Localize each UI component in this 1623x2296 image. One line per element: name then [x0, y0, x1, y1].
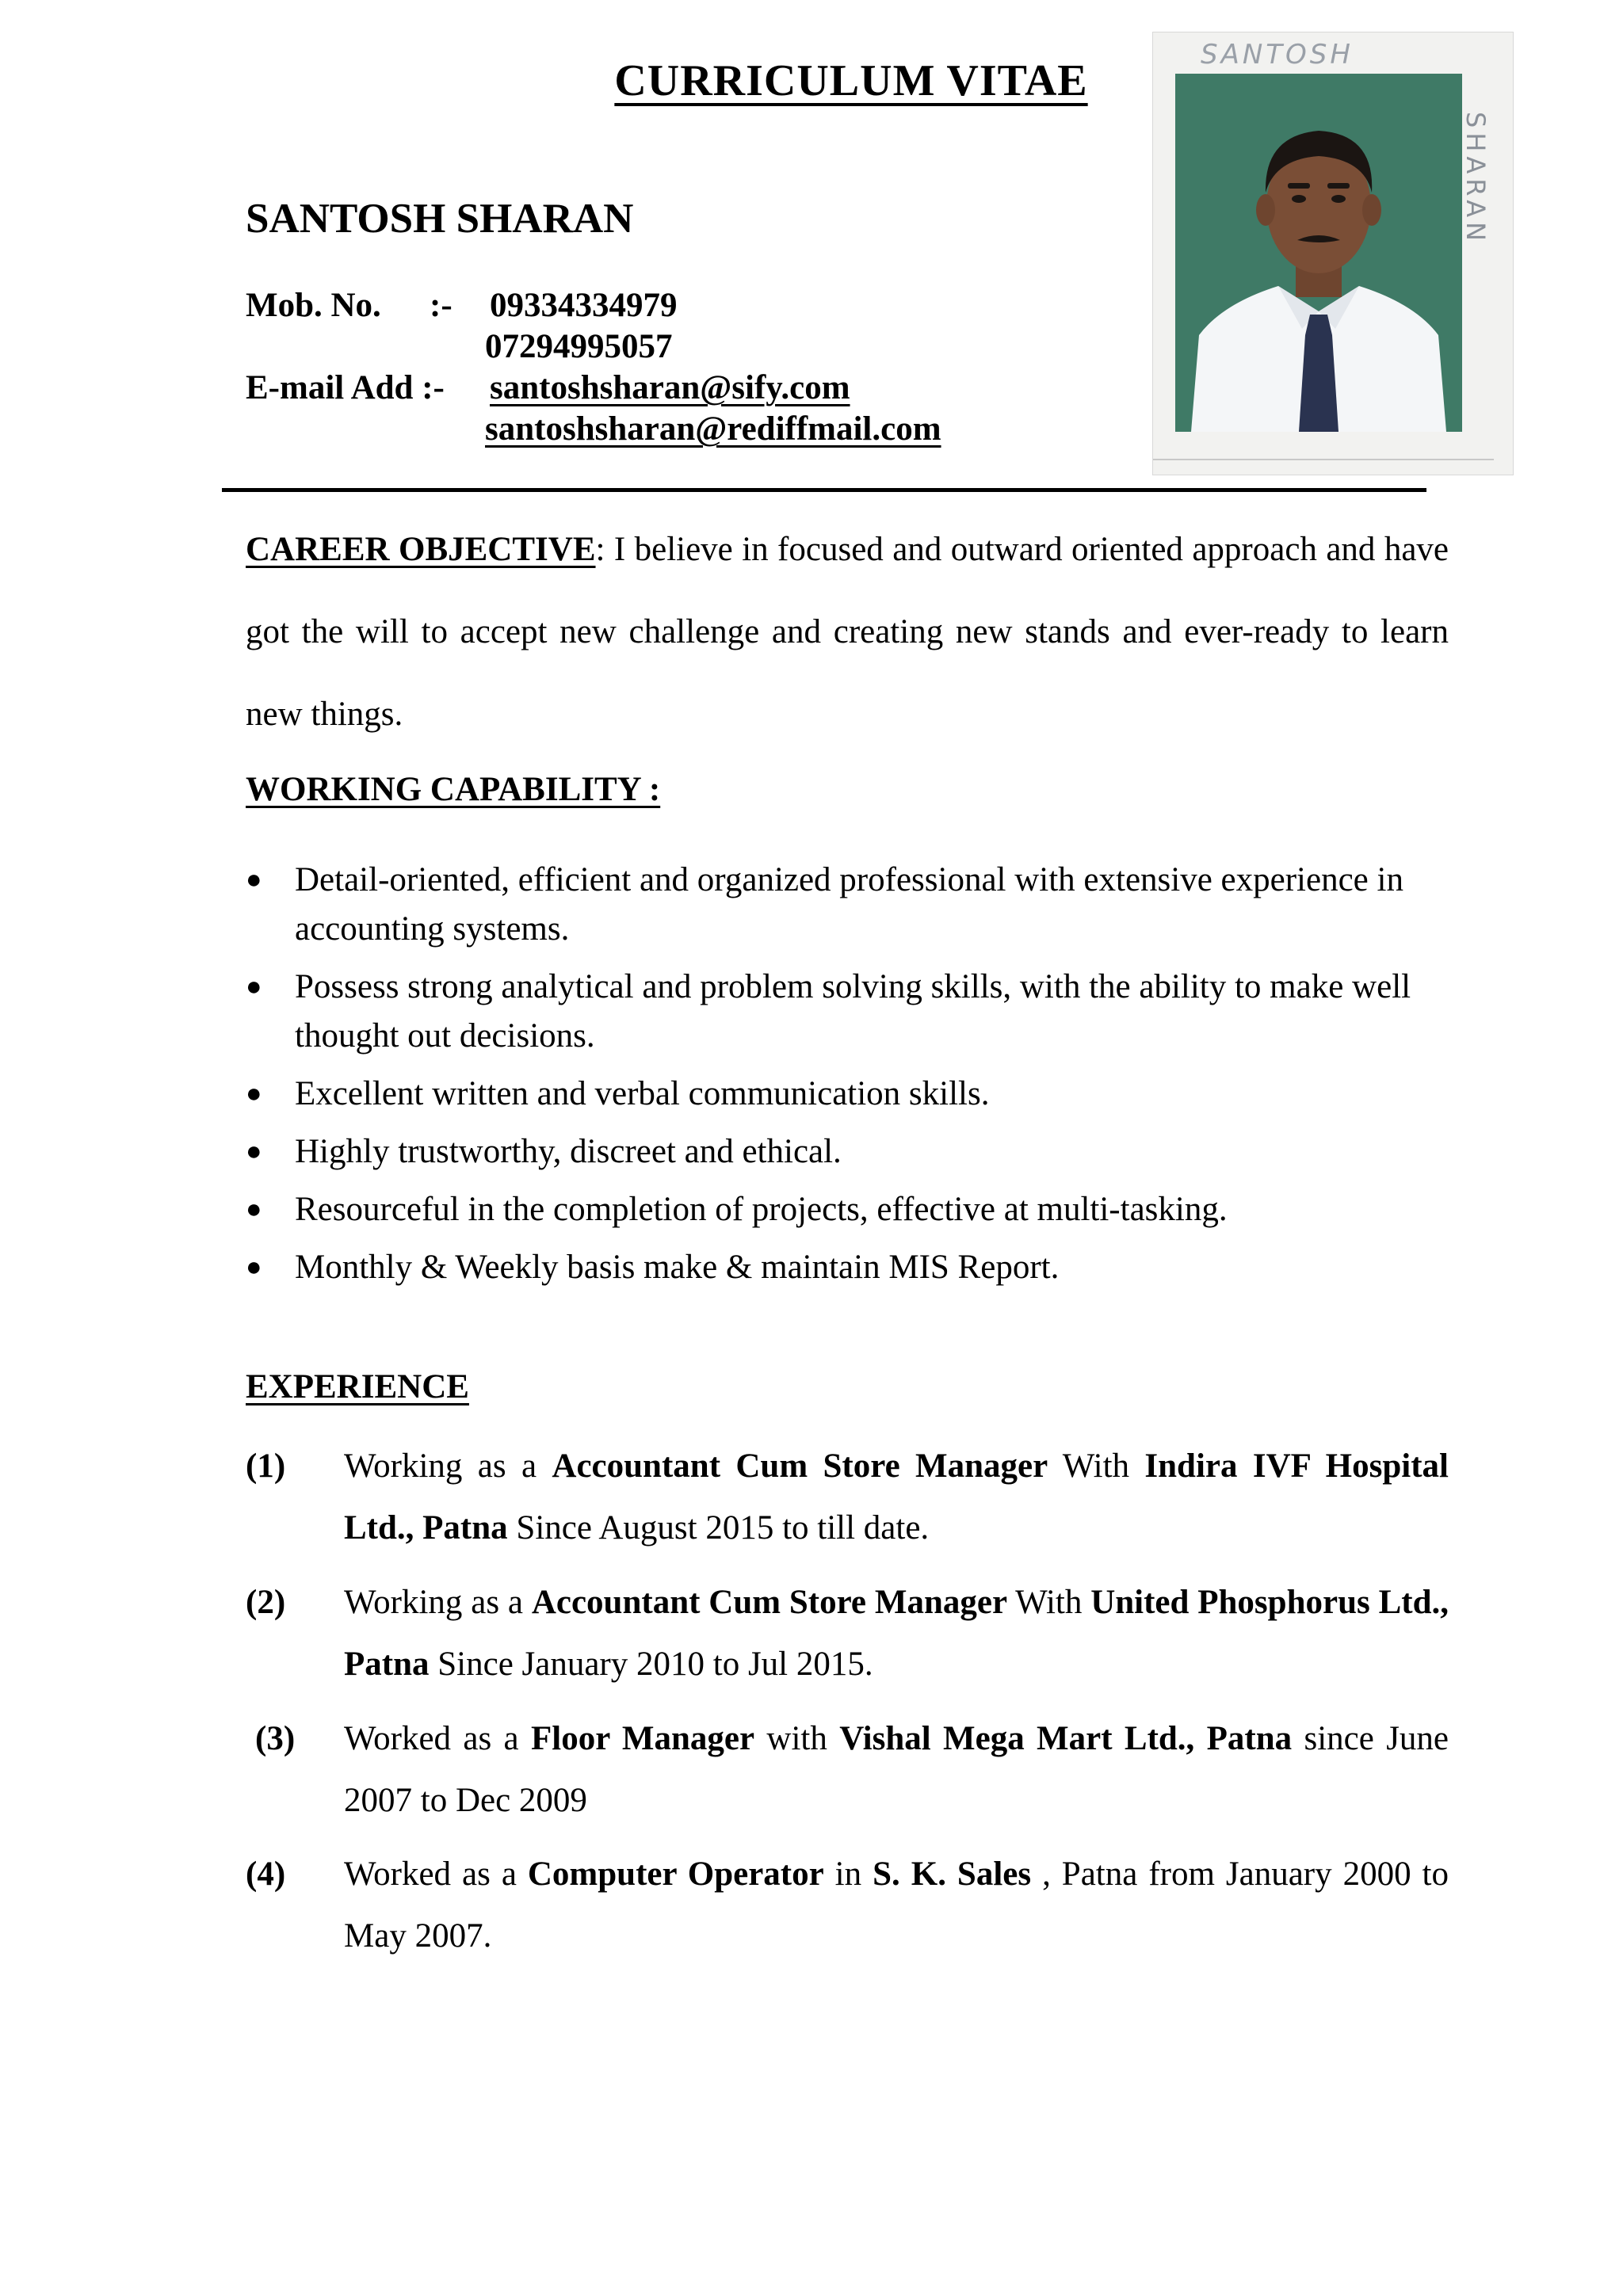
experience-entry — [246, 1844, 1449, 1970]
experience-number: (3) — [255, 1720, 296, 1757]
employer-name: United Phosphorus Ltd., Patna — [344, 1584, 1449, 1683]
experience-text-part: Since August 2015 to till date. — [507, 1509, 930, 1547]
photo-edge-line — [1153, 459, 1494, 460]
experience-text-part: , Patna from January 2000 to May 2007. — [344, 1855, 1449, 1955]
mobile-label: Mob. No. — [246, 287, 381, 324]
experience-number: (2) — [246, 1584, 286, 1621]
employer-name: Indira IVF Hospital Ltd., Patna — [344, 1447, 1449, 1547]
bullet-icon: ● — [246, 865, 262, 894]
bullet-icon: ● — [246, 1253, 262, 1282]
list-item-text: Monthly & Weekly basis make & maintain MIS Report. — [295, 1249, 1060, 1286]
job-role: Accountant Cum Store Manager — [531, 1584, 1008, 1621]
experience-text-part: With — [1048, 1447, 1145, 1485]
list-item — [246, 1185, 1434, 1234]
photo-signature-top: SANTOSH — [1201, 39, 1354, 71]
experience-text-part: With — [1007, 1584, 1091, 1621]
experience-text-part: Since January 2010 to Jul 2015. — [429, 1646, 873, 1683]
header-divider — [222, 488, 1426, 492]
candidate-name: SANTOSH SHARAN — [246, 196, 634, 242]
list-item — [246, 856, 1434, 954]
experience-text — [344, 1844, 1449, 1967]
experience-text-part: Worked as a — [344, 1720, 531, 1757]
mobile-separator: :- — [430, 287, 453, 324]
phone-number-secondary: 07294995057 — [485, 328, 673, 365]
job-role: Computer Operator — [527, 1855, 824, 1893]
experience-heading: EXPERIENCE — [246, 1368, 469, 1405]
experience-text-part: Working as a — [344, 1584, 532, 1621]
experience-text — [344, 1572, 1449, 1695]
photo-signature-side: SHARAN — [1461, 112, 1491, 246]
experience-number: (4) — [246, 1855, 286, 1893]
experience-entry — [246, 1436, 1449, 1562]
list-item-text: Detail-oriented, efficient and organized professional with extensive experience in accounting systems. — [295, 861, 1403, 948]
employer-name: Vishal Mega Mart Ltd., Patna — [839, 1720, 1293, 1757]
job-role: Floor Manager — [531, 1720, 755, 1757]
list-item-text: Resourceful in the completion of projects, effective at multi-tasking. — [295, 1191, 1228, 1228]
experience-text — [344, 1708, 1449, 1832]
bullet-icon: ● — [246, 1195, 262, 1224]
working-capability-heading: WORKING CAPABILITY : — [246, 771, 661, 808]
career-objective-heading: CAREER OBJECTIVE — [246, 531, 596, 568]
experience-entry — [246, 1708, 1449, 1835]
email-link-secondary[interactable]: santoshsharan@rediffmail.com — [485, 410, 941, 448]
career-objective-section — [246, 509, 1449, 756]
experience-text-part: in — [823, 1855, 873, 1893]
bullet-icon: ● — [246, 1079, 262, 1108]
document-title-text: CURRICULUM VITAE — [614, 56, 1088, 105]
photo-image — [1175, 74, 1462, 432]
person-portrait-icon — [1175, 74, 1462, 432]
bullet-icon: ● — [246, 972, 262, 1001]
experience-text-part: with — [754, 1720, 840, 1757]
employer-name: S. K. Sales — [873, 1855, 1032, 1893]
list-item — [246, 1070, 1434, 1119]
list-item-text: Excellent written and verbal communication skills. — [295, 1075, 990, 1112]
working-capability-list — [246, 856, 1434, 1301]
bullet-icon: ● — [246, 1137, 262, 1166]
experience-text — [344, 1436, 1449, 1559]
experience-text-part: since June 2007 to Dec 2009 — [344, 1720, 1449, 1819]
list-item — [246, 1127, 1434, 1177]
phone-number-primary: 09334334979 — [490, 287, 678, 324]
profile-photo — [1152, 32, 1514, 475]
list-item — [246, 1243, 1434, 1292]
career-objective-text: : I believe in focused and outward oriented approach and have got the will to accept new challenge and creating new stands and ever-ready to learn new things. — [246, 531, 1449, 733]
email-label: E-mail Add :- — [246, 369, 445, 406]
experience-entry — [246, 1572, 1449, 1699]
job-role: Accountant Cum Store Manager — [552, 1447, 1048, 1485]
list-item-text: Highly trustworthy, discreet and ethical. — [295, 1133, 842, 1170]
email-link-primary[interactable]: santoshsharan@sify.com — [490, 369, 850, 406]
experience-text-part: Worked as a — [344, 1855, 528, 1893]
list-item — [246, 963, 1434, 1061]
experience-number: (1) — [246, 1447, 286, 1485]
experience-text-part: Working as a — [344, 1447, 552, 1485]
list-item-text: Possess strong analytical and problem solving skills, with the ability to make well thought out decisions. — [295, 968, 1411, 1055]
